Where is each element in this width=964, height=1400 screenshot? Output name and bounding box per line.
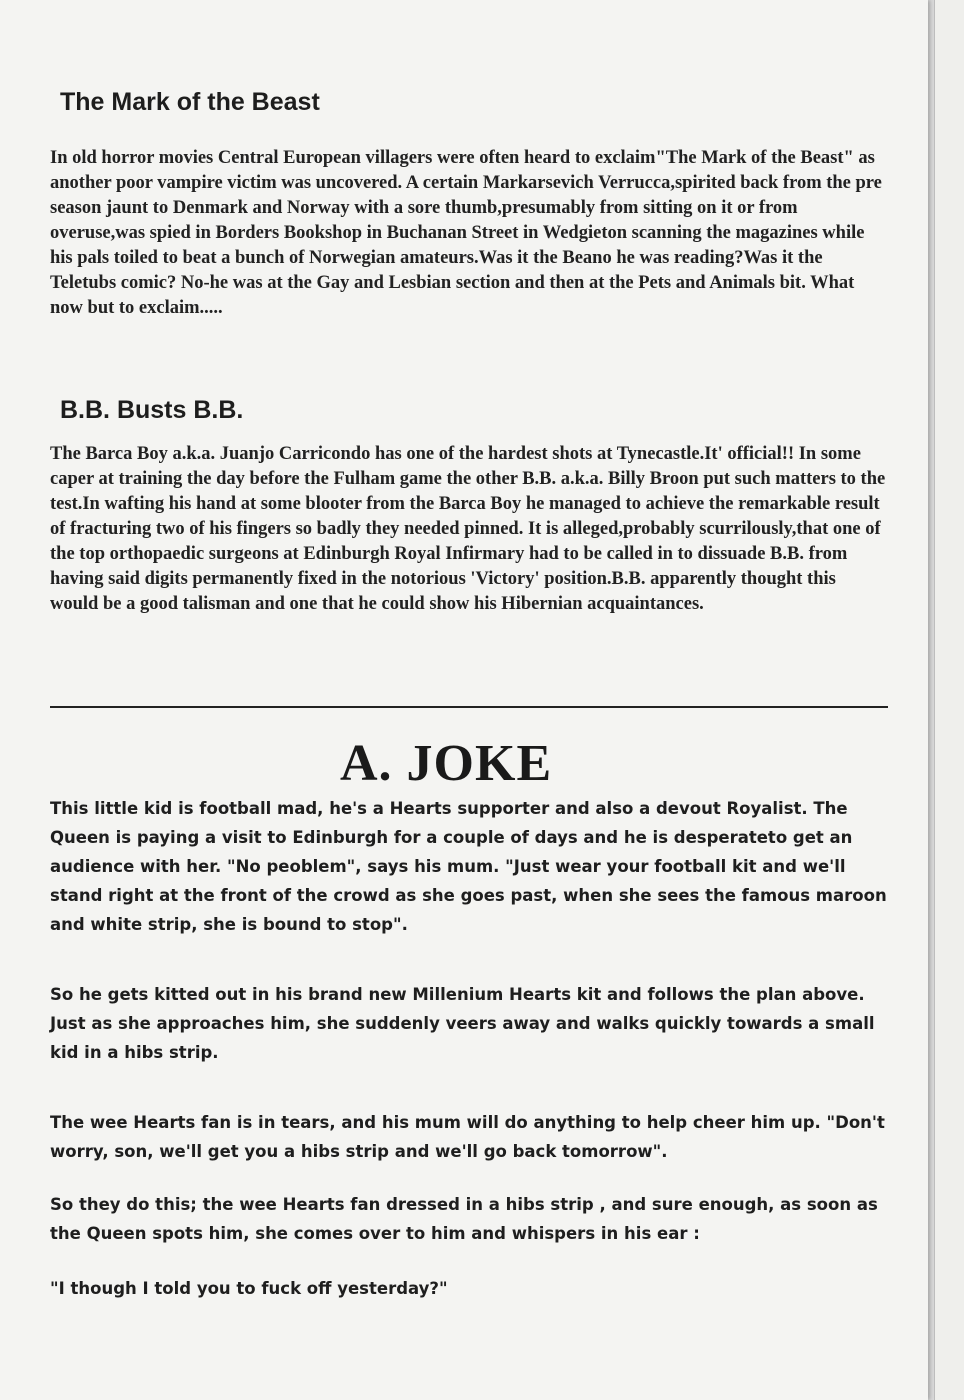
joke-paragraph: So they do this; the wee Hearts fan dressed in a hibs strip , and sure enough, as soon as the Queen spots him, she comes over to him and whispers in his ear : [50, 1195, 878, 1243]
section-body: The Barca Boy a.k.a. Juanjo Carricondo has one of the hardest shots at Tynecastle.It' official!! In some caper at training the day before the Fulham game the other B.B. a.k.a. Billy Broon put such matters to the test.In wafting his hand at some blooter from the Barca Boy he managed to achieve the remarkable result of fracturing two of his fingers so badly they needed pinned. It is alleged,probably scurrilously,that one of the top orthopaedic surgeons at Edinburgh Royal Infirmary had to be called in to dissuade B.B. from having said digits permanently fixed in the notorious 'Victory' position.B.B. apparently thought this would be a good talisman and one that he could show his Hibernian acquaintances. [50, 444, 886, 614]
next-page-edge [934, 0, 964, 1400]
joke-paragraph: The wee Hearts fan is in tears, and his mum will do anything to help cheer him up. "Don't worry, son, we'll get you a hibs strip and we'll go back tomorrow". [50, 1113, 885, 1161]
section-title: B.B. Busts B.B. [60, 396, 244, 424]
joke-punchline: "I though I told you to fuck off yesterday?" [50, 1279, 448, 1298]
joke-title: A. JOKE [340, 735, 553, 792]
section-body: In old horror movies Central European villagers were often heard to exclaim"The Mark of the Beast" as another poor vampire victim was uncovered. A certain Markarsevich Verrucca,spirited back from the pre season jaunt to Denmark and Norway with a sore thumb,presumably from sitting on it or from overuse,was spied in Borders Bookshop in Buchanan Street in Wedgieton scanning the magazines while his pals toiled to beat a bunch of Norwegian amateurs.Was it the Beano he was reading?Was it the Teletubs comic? No-he was at the Gay and Lesbian section and then at the Pets and Animals bit. What now but to exclaim..... [50, 148, 882, 318]
joke-paragraph: So he gets kitted out in his brand new Millenium Hearts kit and follows the plan above. Just as she approaches him, she suddenly veers away and walks quickly towards a small kid in a hibs strip. [50, 985, 875, 1062]
divider [50, 706, 888, 708]
joke-paragraph: This little kid is football mad, he's a Hearts supporter and also a devout Royalist. The Queen is paying a visit to Edinburgh for a couple of days and he is desperateto get an audience with her. "No peoblem", says his mum. "Just wear your football kit and we'll stand right at the front of the crowd as she goes past, when she sees the famous maroon and white strip, she is bound to stop". [50, 799, 887, 934]
section-title: The Mark of the Beast [60, 88, 320, 116]
